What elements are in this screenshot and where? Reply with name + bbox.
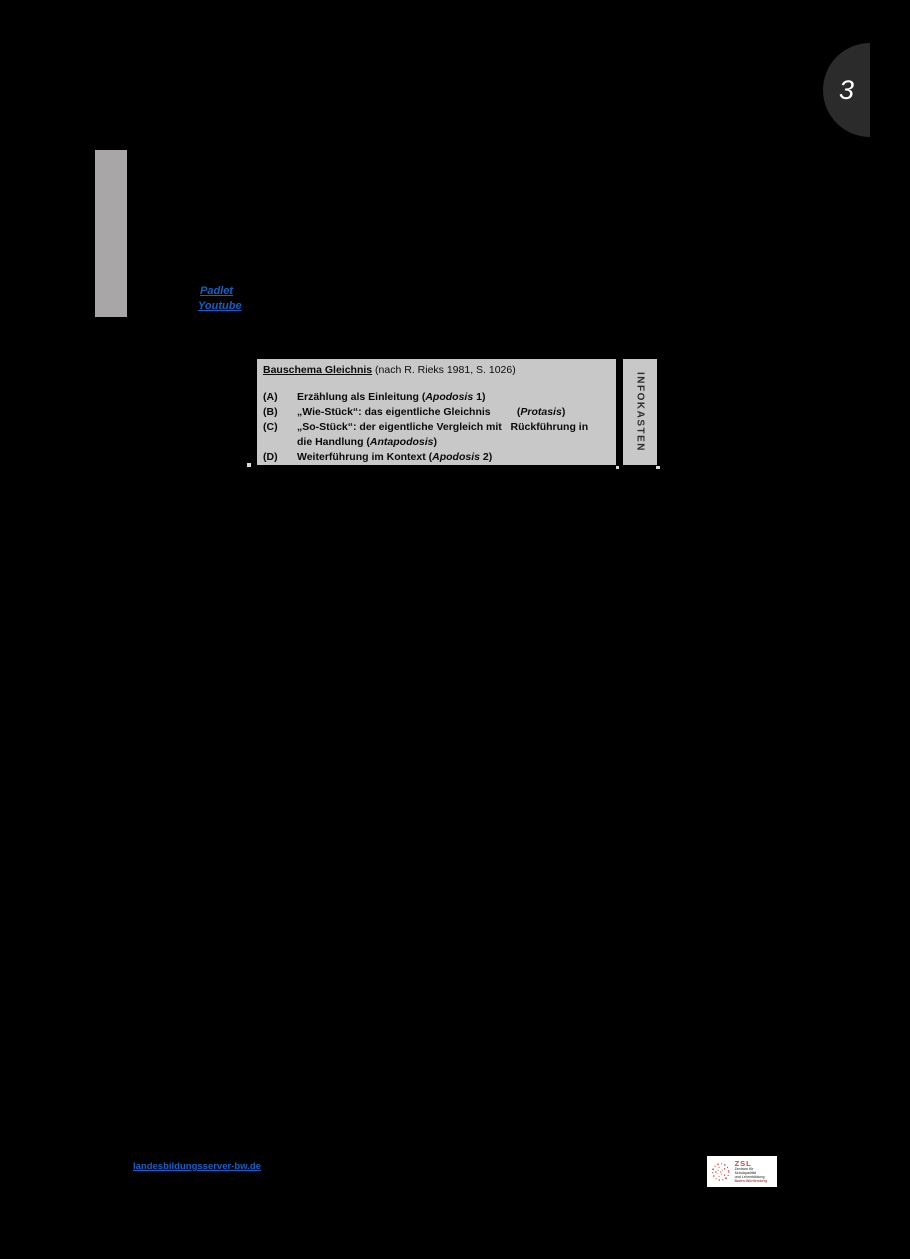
- zsl-logo-text: [735, 1160, 775, 1184]
- landesbildungsserver-link[interactable]: landesbildungsserver-bw.de: [133, 1161, 261, 1172]
- zsl-sub-line1: Zentrum für Schulqualität: [734, 1167, 756, 1175]
- infokasten-tab: [622, 358, 658, 466]
- infobox-items: [263, 390, 610, 465]
- infobox-item: (A) Erzählung als Einleitung (Apodosis 1): [263, 391, 486, 403]
- youtube-link[interactable]: Youtube: [198, 300, 242, 312]
- selection-handle: [247, 463, 251, 467]
- page-number-tab: [823, 43, 870, 137]
- infobox-item: (C) „So-Stück“: der eigentliche Vergleich mit Rückführung in: [263, 421, 589, 433]
- infobox-title: [263, 363, 610, 378]
- margin-highlight-bar: [95, 150, 127, 317]
- infobox: [256, 358, 617, 466]
- infokasten-label: INFOKASTEN: [634, 372, 646, 452]
- zsl-logo: [707, 1156, 777, 1187]
- infobox-item: die Handlung (Antapodosis): [297, 436, 438, 448]
- zsl-abbr: ZSL: [734, 1158, 752, 1168]
- infobox-item: (B) „Wie-Stück“: das eigentliche Gleichnis (Protasis): [263, 406, 566, 418]
- page-number: 3: [838, 74, 855, 105]
- zsl-emblem-icon: [710, 1161, 732, 1183]
- zsl-sub-line3: Baden-Württemberg: [734, 1178, 768, 1183]
- zsl-sub-line2: und Lehrerbildung: [734, 1174, 765, 1179]
- padlet-link[interactable]: Padlet: [200, 285, 234, 297]
- selection-handle: [656, 466, 660, 469]
- infobox-title-bold: Bauschema Gleichnis: [263, 364, 373, 376]
- infobox-item: (D) Weiterführung im Kontext (Apodosis 2): [263, 451, 493, 463]
- selection-handle: [616, 466, 619, 469]
- infobox-title-rest: (nach R. Rieks 1981, S. 1026): [372, 364, 516, 376]
